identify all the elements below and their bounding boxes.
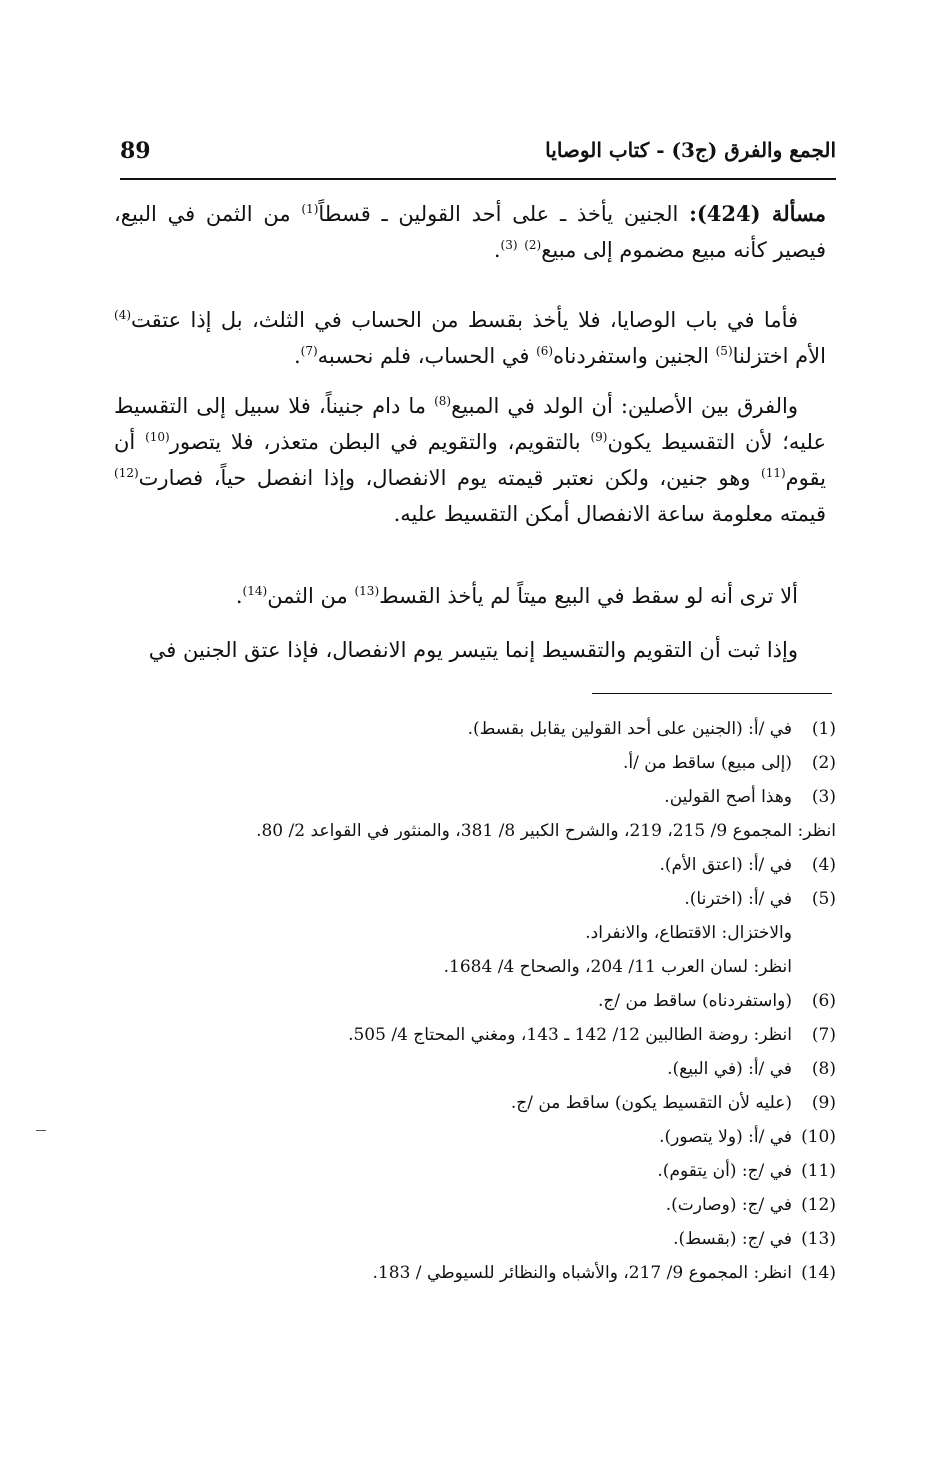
footnote-ref[interactable]: (6): [536, 344, 554, 358]
paragraph-5: [114, 632, 826, 668]
footnote-number: (13): [801, 1229, 836, 1249]
text: أن يقوم: [114, 430, 826, 490]
footnote-number: (10): [801, 1127, 836, 1147]
footnote-text: (عليه لأن التقسيط يكون) ساقط من /ج.: [510, 1093, 792, 1113]
footnote-text: والاختزال: الاقتطاع، والانفراد.: [585, 923, 792, 943]
margin-mark: [36, 1130, 46, 1131]
footnote-number: (11): [801, 1161, 836, 1181]
footnote-number: (1): [811, 719, 836, 739]
footnote-number: (4): [811, 855, 836, 875]
footnote-1: [116, 712, 836, 746]
footnote-ref[interactable]: (11): [761, 466, 786, 480]
footnote-ref[interactable]: (14): [242, 584, 268, 598]
text: وهو جنين، ولكن نعتبر قيمته يوم الانفصال، وإذا انفصل حياً، فصارت: [138, 466, 762, 490]
footnote-13: [116, 1222, 836, 1256]
footnote-text: في /أ: (في البيع).: [667, 1059, 792, 1079]
footnote-number: (7): [811, 1025, 836, 1045]
text: ما دام جنيناً، فلا سبيل إلى التقسيط عليه؛ لأن التقسيط يكون: [114, 394, 826, 454]
footnote-ref[interactable]: (5): [715, 344, 733, 358]
footnote-2: [116, 746, 836, 780]
footnote-ref[interactable]: (7): [300, 344, 318, 358]
text: الأم اختزلنا: [732, 344, 826, 368]
text: من الثمن: [267, 584, 355, 608]
footnote-text: انظر: المجموع 9/ 215، 219، والشرح الكبير 8/ 381، والمنثور في القواعد 2/ 80.: [256, 821, 836, 841]
text: .: [293, 344, 301, 368]
text: ألا ترى أنه لو سقط في البيع ميتاً لم يأخذ القسط: [379, 584, 798, 608]
footnote-ref[interactable]: (2): [524, 238, 542, 252]
text: .: [235, 584, 243, 608]
footnote-number: (3): [811, 787, 836, 807]
footnote-ref[interactable]: (4): [114, 308, 132, 322]
paragraph-3: [114, 388, 826, 532]
footnote-ref[interactable]: (13): [354, 584, 380, 598]
footnote-ref[interactable]: (3): [500, 238, 518, 252]
text: والفرق بين الأصلين: أن الولد في المبيع: [451, 394, 798, 418]
text: بالتقويم، والتقويم في البطن متعذر، فلا يتصور: [169, 430, 591, 454]
footnote-12: [116, 1188, 836, 1222]
footnote-text: في /أ: (اعتق الأم).: [659, 855, 792, 875]
footnote-text: (إلى مبيع) ساقط من /أ.: [623, 753, 792, 773]
text: من الثمن في البيع، فيصير كأنه مبيع مضموم إلى مبيع: [114, 202, 826, 262]
footnote-10: [116, 1120, 836, 1154]
footnote-3: [116, 780, 836, 814]
footnote-number: (5): [811, 889, 836, 909]
footnote-text: انظر: المجموع 9/ 217، والأشباه والنظائر للسيوطي / 183.: [372, 1263, 792, 1283]
paragraph-2: [114, 302, 826, 374]
text: الجنين واستفردناه: [553, 344, 716, 368]
running-title: الجمع والفرق (ج3) - كتاب الوصايا: [545, 138, 836, 162]
page-number: 89: [120, 138, 151, 164]
footnote-number: (2): [811, 753, 836, 773]
footnote-number: (12): [801, 1195, 836, 1215]
header-rule: [120, 178, 836, 180]
footnote-text: في /أ: (الجنين على أحد القولين يقابل بقسط).: [467, 719, 792, 739]
footnote-ref[interactable]: (10): [145, 430, 170, 444]
footnote-7: [116, 1018, 836, 1052]
footnote-text: في /ج: (بقسط).: [673, 1229, 792, 1249]
footnote-11: [116, 1154, 836, 1188]
footnote-5: [116, 882, 836, 916]
footnote-ref[interactable]: (8): [434, 394, 452, 408]
paragraph-1: [114, 196, 826, 268]
footnote-9: [116, 1086, 836, 1120]
footnote-number: (6): [811, 991, 836, 1011]
text: فأما في باب الوصايا، فلا يأخذ بقسط من الحساب في الثلث، بل إذا عتقت: [131, 308, 798, 332]
footnote-number: (9): [811, 1093, 836, 1113]
footnote-number: (14): [801, 1263, 836, 1283]
footnote-text: في /أ: (اخترنا).: [684, 889, 792, 909]
footnote-text: وهذا أصح القولين.: [664, 787, 792, 807]
footnote-3-continuation: [116, 814, 836, 848]
footnote-separator: [592, 693, 832, 694]
text: قيمته معلومة ساعة الانفصال أمكن التقسيط عليه.: [393, 502, 826, 526]
footnote-ref[interactable]: (12): [114, 466, 139, 480]
text: .: [493, 238, 501, 262]
footnote-text: (واستفردناه) ساقط من /ج.: [598, 991, 792, 1011]
footnote-ref[interactable]: (9): [590, 430, 608, 444]
footnote-text: انظر: روضة الطالبين 12/ 142 ـ 143، ومغني المحتاج 4/ 505.: [348, 1025, 792, 1045]
footnote-14: [116, 1256, 836, 1290]
text: وإذا ثبت أن التقويم والتقسيط إنما يتيسر يوم الانفصال، فإذا عتق الجنين في: [148, 638, 798, 662]
footnote-text: انظر: لسان العرب 11/ 204، والصحاح 4/ 1684.: [443, 957, 792, 977]
issue-label: مسألة (424):: [689, 201, 826, 226]
footnote-8: [116, 1052, 836, 1086]
footnote-text: في /ج: (وصارت).: [665, 1195, 792, 1215]
footnote-text: في /ج: (أن يتقوم).: [657, 1161, 792, 1181]
footnote-text: في /أ: (ولا يتصور).: [659, 1127, 792, 1147]
footnote-4: [116, 848, 836, 882]
text: في الحساب، فلم نحسبه: [317, 344, 537, 368]
footnote-5-continuation: [116, 950, 836, 984]
footnote-ref[interactable]: (1): [301, 202, 319, 216]
footnote-number: (8): [811, 1059, 836, 1079]
page-header: [120, 132, 836, 176]
footnote-6: [116, 984, 836, 1018]
paragraph-4: [114, 578, 826, 614]
text: الجنين يأخذ ـ على أحد القولين ـ قسطاً: [318, 202, 690, 226]
footnotes: [116, 712, 836, 1290]
footnote-5-continuation: [116, 916, 836, 950]
